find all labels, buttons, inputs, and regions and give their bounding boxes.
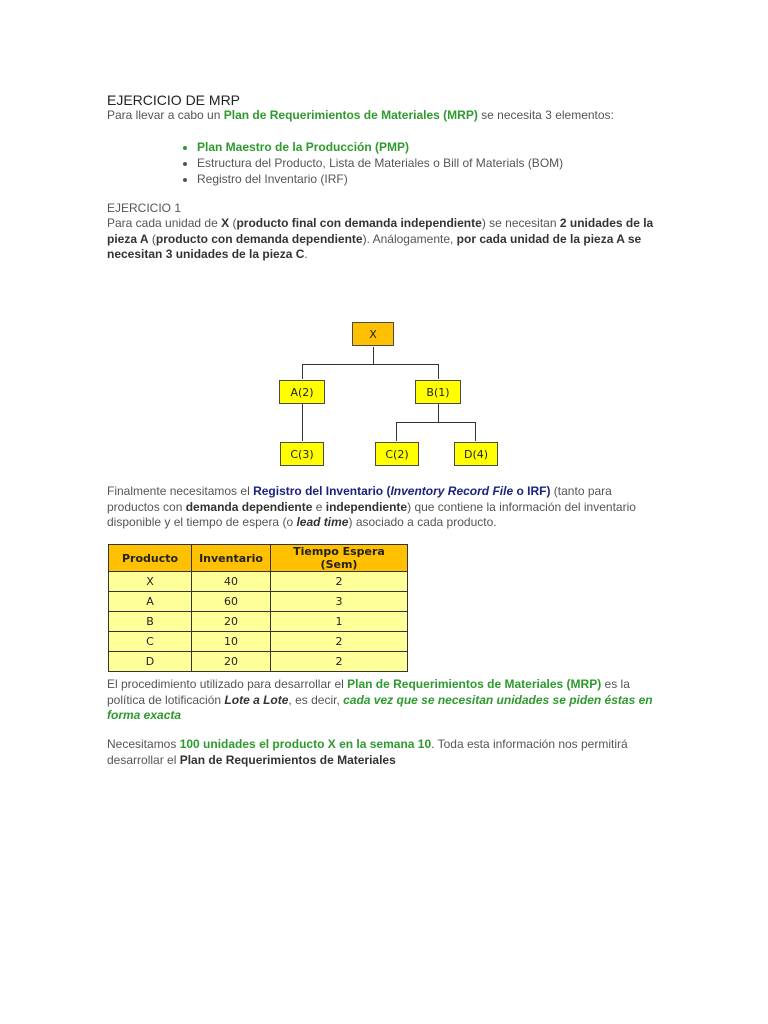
- cell-producto: X: [109, 572, 192, 592]
- node-c2: C(2): [375, 442, 419, 466]
- ej1-t5: ) se necesitan: [481, 216, 560, 230]
- ejercicio-1-paragraph: [107, 216, 667, 263]
- intro-text-a: Para llevar a cabo un: [107, 108, 224, 122]
- header-inventario: Inventario: [192, 545, 271, 572]
- table-header-row: [109, 545, 408, 572]
- proc-t2: Plan de Requerimientos de Materiales (MRP): [347, 677, 602, 691]
- connector-b-stem: [438, 404, 439, 422]
- table-row: [109, 652, 408, 672]
- cell-inventario: 40: [192, 572, 271, 592]
- node-x: X: [352, 322, 394, 346]
- need-t3: . Toda esta información nos permitirá desarrollar el: [107, 737, 628, 767]
- cell-producto: B: [109, 612, 192, 632]
- node-c3: C(3): [280, 442, 324, 466]
- header-tiempo-espera: Tiempo Espera (Sem): [271, 545, 408, 572]
- irf-t10: lead time: [296, 515, 349, 529]
- document-body: [107, 92, 667, 263]
- irf-t8: independiente: [325, 499, 408, 514]
- connector-root-bar: [302, 364, 439, 365]
- proc-t1: El procedimiento utilizado para desarrollar el: [107, 677, 348, 691]
- table-row: [109, 572, 408, 592]
- inventory-table: [108, 544, 408, 672]
- irf-t3: Inventory Record File: [390, 484, 514, 498]
- connector-to-c2: [396, 422, 397, 441]
- cell-tiempo: 2: [271, 652, 408, 672]
- ej1-t2: X: [221, 216, 230, 230]
- need-paragraph: [107, 737, 667, 768]
- connector-a-to-c: [302, 404, 303, 441]
- ej1-t6: 2 unidades de la pieza A: [107, 216, 654, 246]
- need-t4: Plan de Requerimientos de Materiales: [179, 752, 396, 767]
- table-row: [109, 632, 408, 652]
- list-item-bom: • Estructura del Producto, Lista de Materiales o Bill of Materials (BOM): [197, 155, 667, 171]
- ej1-t8: producto con demanda dependiente: [155, 231, 363, 246]
- irf-t4: o IRF): [513, 484, 551, 498]
- proc-t4: Lote a Lote: [224, 692, 289, 707]
- proc-t5: , es decir,: [288, 692, 344, 707]
- need-t2: 100 unidades el producto X en la semana 10: [179, 737, 432, 751]
- list-item-pmp: • Plan Maestro de la Producción (PMP): [197, 139, 667, 155]
- cell-producto: D: [109, 652, 192, 672]
- ej1-t10: por cada unidad de la pieza A se necesitan 3 unidades de la pieza C: [107, 231, 642, 261]
- product-structure-tree: [278, 322, 496, 467]
- ej1-t11: .: [304, 247, 308, 261]
- node-d4: D(4): [454, 442, 498, 466]
- node-b: B(1): [415, 380, 461, 404]
- connector-to-a: [302, 364, 303, 379]
- irf-t1: Finalmente necesitamos el: [107, 484, 254, 498]
- irf-t6: demanda dependiente: [185, 499, 313, 514]
- irf-t9: ) que contiene la información del inventario disponible y el tiempo de espera (o: [107, 499, 636, 529]
- ej1-t3: (: [229, 216, 237, 230]
- elements-list: [107, 139, 667, 187]
- table-row: [109, 592, 408, 612]
- table-row: [109, 612, 408, 632]
- irf-t11: ) asociado a cada producto.: [348, 515, 497, 529]
- cell-inventario: 20: [192, 652, 271, 672]
- connector-to-d4: [475, 422, 476, 441]
- cell-tiempo: 3: [271, 592, 408, 612]
- intro-text-c: se necesita 3 elementos:: [477, 108, 614, 122]
- proc-t3: es la política de lotificación: [107, 677, 630, 707]
- irf-t5: (tanto para productos con: [107, 484, 612, 514]
- proc-t6: cada vez que se necesitan unidades se piden éstas en forma exacta: [107, 692, 653, 722]
- connector-to-b: [438, 364, 439, 379]
- cell-tiempo: 1: [271, 612, 408, 632]
- cell-producto: C: [109, 632, 192, 652]
- cell-tiempo: 2: [271, 632, 408, 652]
- cell-tiempo: 2: [271, 572, 408, 592]
- intro-paragraph: [107, 108, 667, 124]
- irf-t2: Registro del Inventario (: [253, 484, 391, 498]
- cell-inventario: 60: [192, 592, 271, 612]
- document-title: EJERCICIO DE MRP: [107, 92, 241, 108]
- connector-b-bar: [396, 422, 476, 423]
- cell-inventario: 10: [192, 632, 271, 652]
- intro-mrp: Plan de Requerimientos de Materiales (MRP): [223, 108, 478, 122]
- procedure-paragraph: [107, 677, 667, 724]
- ejercicio-1-heading: EJERCICIO 1: [107, 200, 182, 215]
- node-a: A(2): [279, 380, 325, 404]
- irf-t7: e: [312, 499, 326, 514]
- cell-producto: A: [109, 592, 192, 612]
- header-producto: Producto: [109, 545, 192, 572]
- cell-inventario: 20: [192, 612, 271, 632]
- ej1-t9: ). Análogamente,: [362, 231, 457, 246]
- ej1-t1: Para cada unidad de: [107, 216, 222, 230]
- ej1-t4: producto final con demanda independiente: [236, 216, 482, 230]
- need-t1: Necesitamos: [107, 737, 180, 751]
- irf-paragraph: [107, 484, 667, 531]
- list-item-irf: • Registro del Inventario (IRF): [197, 171, 667, 187]
- ej1-t7: (: [148, 231, 156, 246]
- connector-root-stem: [373, 347, 374, 364]
